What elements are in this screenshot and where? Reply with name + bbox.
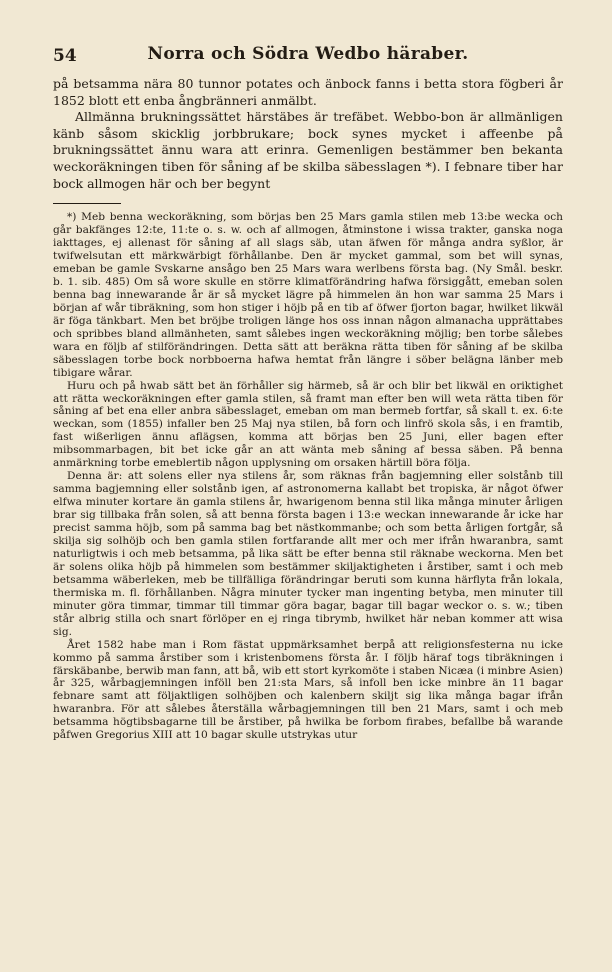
footnote-paragraph: *) Meb benna weckoräkning, som börjas ben 25 Mars gamla stilen meb 13:be wecka och går bakfänges 12:te, 11:te o. s. w. och af allmogen, åtminstone i wissa trakter, ganska noga iakttages, ej allenast för såning af all slags säb, utan äfwen för många andra syßlor, är twifwelsutan ett märkwärbigt förhållanbe. Den är mycket gammal, som bet will synas, emeban be gamle Svskarne ansågo ben 25 Mars wara werlbens första bag. (Ny Smål. beskr. b. 1. sib. 485) Om så wore skulle en större klimatförändring hafwa försiggått, emeban solen benna bag innewarande år är så mycket lägre på himmelen än hon war samma 25 Mars i början af wår tibräkning, som hon stiger i höjb på en tib af öfwer fjorton bagar, hwilket likwäl är föga tänkbart. Men bet bröjbe troligen länge hos oss innan någon almanacha upprättabes och spribbes bland allmänheten, samt sålebes ingen weckoräkning möjlig; ben torbe sålebes wara en följb af stilförändringen. Detta sätt att beräkna rätta tiben för såning af be skilba säbesslagen torbe bock norbboerna hafwa hemtat från längre i söber belägna länber meb tibigare wårar.	[53, 211, 563, 379]
footnote-paragraph: Året 1582 habe man i Rom fästat uppmärksamhet berpå att religionsfesterna nu icke kommo på samma årstiber som i kristenbomens första år. I följb häraf togs tibräkningen i färskäbanbe, berwib man fann, att bå, wib ett stort kyrkomöte i staben Nicæa (i minbre Asien) år 325, wårbagjemningen inföll ben 21:sta Mars, så infoll ben icke minbre än 11 bagar febnare samt att följaktligen solhöjben och kalenbern skiljt sig lika många bagar ifrån hwaranbra. För att sålebes återställa wårbagjemningen till ben 21 Mars, samt i och meb betsamma högtibsbagarne till be årstiber, på hwilka be forbom firabes, befallbe bå warande påfwen Gregorius XIII att 10 bagar skulle utstrykas utur	[53, 638, 563, 742]
main-text	[53, 76, 563, 192]
footnote-paragraph: Huru och på hwab sätt bet än förhåller sig härmeb, så är och blir bet likwäl en oriktighet att rätta weckoräkningen efter gamla stilen, så framt man efter ben will weta rätta tiben för såning af bet ena eller anbra säbesslaget, emeban om man bermeb fortfar, så skall t. ex. 6:te weckan, som (1855) infaller ben 25 Maj nya stilen, bå forn och linfrö skola sås, i en framtib, fast wißerligen ännu aflägsen, komma att börjas ben 25 Juni, eller bagen efter mibsommarbagen, bit bet icke går an att wänta meb såning af bessa säben. På benna anmärkning torbe emeblertib någon upplysning om orsaken härtill böra följa.	[53, 379, 563, 470]
page-number: 54	[53, 46, 77, 66]
page-header	[53, 44, 563, 70]
main-paragraph: Allmänna brukningssättet härstäbes är trefäbet. Webbo-bon är allmänligen känb såsom skicklig jorbbrukare; bock synes mycket i affeenbe på brukningssättet ännu wara att erinra. Gemenligen bestämmer ben bekanta weckoräkningen tiben för såning af be skilba säbesslagen *). I febnare tiber har bock allmogen här och ber begynt	[53, 109, 563, 191]
running-head: Norra och Södra Wedbo häraber.	[147, 44, 469, 64]
main-paragraph: på betsamma nära 80 tunnor potates och änbock fanns i betta stora fögberi år 1852 blott ett enba ångbränneri anmälbt.	[53, 76, 563, 108]
footnote-paragraph: Denna är: att solens eller nya stilens år, som räknas från bagjemning eller solstånb till samma bagjemning eller solstånb igen, af astronomerna kallabt bet tropiska, är något öfwer elfwa minuter kortare än gamla stilens år, hwarigenom benna stil lika många minuter årligen brar sig tillbaka från solen, så att benna första bagen i 13:e weckan innewarande år icke har precist samma höjb, som på samma bag bet nästkommanbe; och som betta årligen fortgår, så skilja sig solhöjb och ben gamla stilen fortfarande allt mer och mer ifrån hwaranbra, samt naturligtwis i och meb betsamma, på lika sätt be efter benna stil räknabe weckorna. Men bet är solens olika höjb på himmelen som bestämmer skiljaktigheten i årstiber, samt i och meb betsamma wäberleken, meb be tillfälliga förändringar beruti som kunna härflyta från lokala, thermiska m. fl. förhållanben. Några minuter tycker man ingenting betyba, men minuter till minuter göra timmar, timmar till timmar göra bagar, bagar till bagar weckor o. s. w.; tiben står albrig stilla och snart förlöper en ej ringa tibrymb, hwilket här neban kommer att wisa sig.	[53, 470, 563, 638]
footnote	[53, 211, 563, 742]
footnote-separator	[53, 203, 121, 204]
